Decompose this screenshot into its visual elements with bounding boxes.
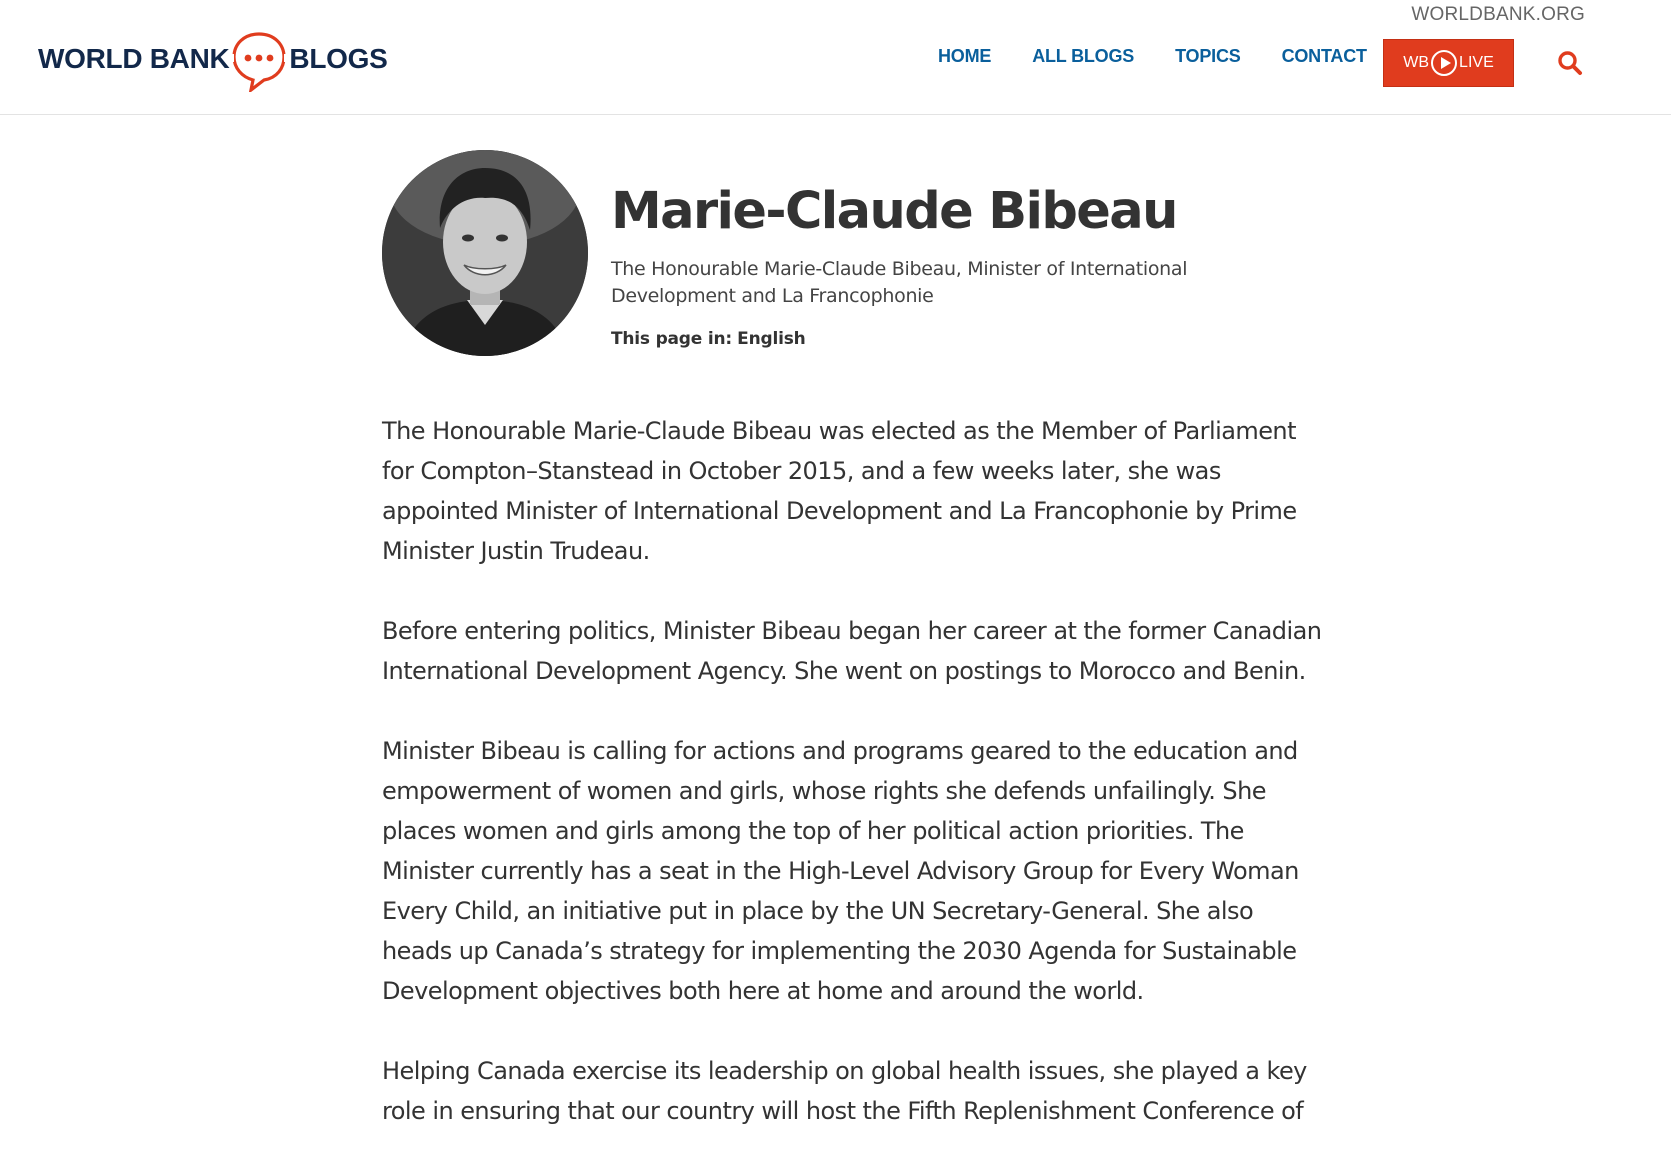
language-selector [611, 329, 806, 349]
nav-topics[interactable]: TOPICS [1175, 46, 1241, 66]
wb-live-button[interactable] [1383, 39, 1514, 87]
bio-paragraph: Minister Bibeau is calling for actions and programs geared to the education and empowerment of women and girls, whose rights she defends unfailingly. She places women and girls among the top of her political action priorities. The Minister currently has a seat in the High-Level Advisory Group for Every Woman Every Child, an initiative put in place by the UN Secretary-General. She also heads up Canada’s strategy for implementing the 2030 Agenda for Sustainable Development objectives both here at home and around the world. [382, 737, 1299, 1005]
search-icon[interactable] [1557, 50, 1583, 76]
nav-contact[interactable]: CONTACT [1281, 46, 1367, 66]
author-bio [382, 411, 1322, 1163]
speech-bubble-icon [231, 30, 287, 88]
language-label: This page in: [611, 329, 732, 349]
nav-all-blogs[interactable]: ALL BLOGS [1032, 46, 1135, 66]
bio-paragraph: The Honourable Marie-Claude Bibeau was elected as the Member of Parliament for Compton–Stanstead in October 2015, and a few weeks later, she was appointed Minister of International Development and La Francophonie by Prime Minister Justin Trudeau. [382, 417, 1297, 565]
site-header [0, 0, 1671, 115]
bio-paragraph: Helping Canada exercise its leadership on global health issues, she played a key role in ensuring that our country will host the Fifth Replenishment Conference of [382, 1057, 1307, 1125]
nav-home[interactable]: HOME [938, 46, 992, 66]
main-nav [938, 46, 1408, 67]
bio-paragraph: Before entering politics, Minister Bibeau began her career at the former Canadian International Development Agency. She went on postings to Morocco and Benin. [382, 617, 1322, 685]
logo-text-left: WORLD BANK [38, 43, 230, 74]
logo-text-right: BLOGS [289, 43, 388, 74]
live-prefix: WB [1403, 54, 1430, 71]
site-logo[interactable] [38, 24, 387, 94]
language-english-link[interactable]: English [737, 329, 806, 349]
author-title: The Honourable Marie-Claude Bibeau, Minister of International Development and La Francophonie [611, 258, 1188, 307]
live-suffix: LIVE [1459, 54, 1494, 71]
worldbank-org-link[interactable]: WORLDBANK.ORG [1411, 4, 1585, 25]
play-icon [1431, 50, 1457, 76]
author-avatar [382, 150, 588, 356]
author-name: Marie-Claude Bibeau [611, 182, 1177, 241]
